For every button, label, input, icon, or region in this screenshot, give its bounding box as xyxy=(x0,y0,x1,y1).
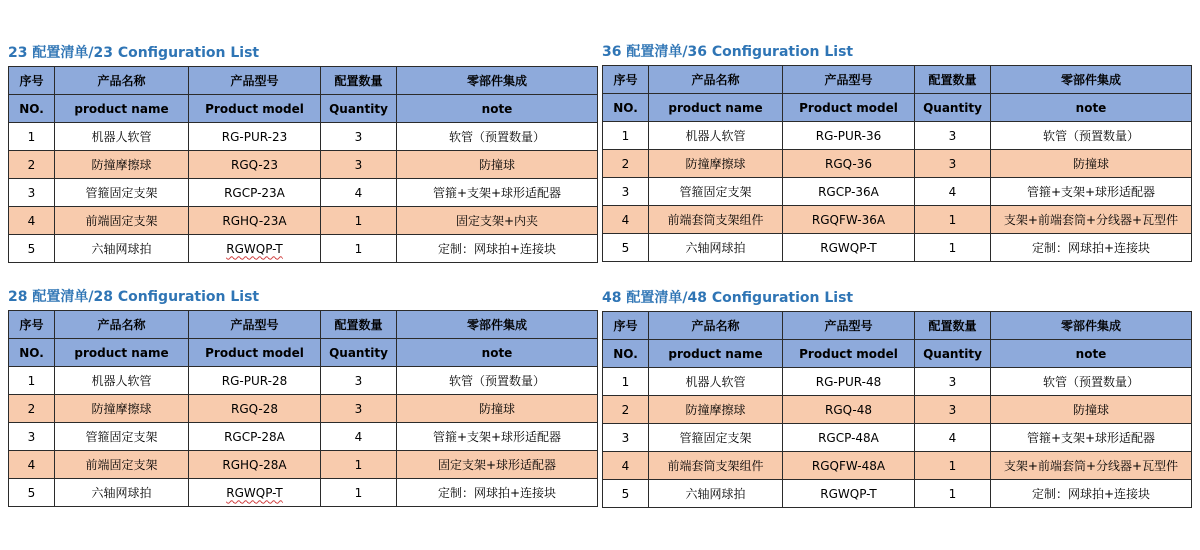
product-name-cell: 机器人软管 xyxy=(649,122,783,150)
quantity-cell: 4 xyxy=(915,178,991,206)
quantity-cell: Quantity xyxy=(915,340,991,368)
index-cell: 3 xyxy=(603,424,649,452)
config-list-36 xyxy=(602,41,1192,262)
table-row xyxy=(9,395,598,423)
product-model-cell: RGCP-23A xyxy=(189,179,321,207)
index-cell: NO. xyxy=(603,340,649,368)
note-cell: 软管（预置数量） xyxy=(991,122,1192,150)
note-cell: 防撞球 xyxy=(991,150,1192,178)
table-row xyxy=(9,179,598,207)
product-model-cell: RG-PUR-36 xyxy=(783,122,915,150)
product-name-cell: product name xyxy=(649,340,783,368)
header-row xyxy=(603,340,1192,368)
table-row xyxy=(603,424,1192,452)
quantity-cell: 1 xyxy=(321,235,397,263)
product-name-cell: 管箍固定支架 xyxy=(649,178,783,206)
note-cell: 防撞球 xyxy=(397,151,598,179)
product-name-cell: 产品名称 xyxy=(649,312,783,340)
note-cell: 管箍+支架+球形适配器 xyxy=(991,178,1192,206)
quantity-cell: 4 xyxy=(915,424,991,452)
product-model-cell xyxy=(189,479,321,507)
config-list-28 xyxy=(8,286,598,507)
note-cell: 支架+前端套筒+分线器+瓦型件 xyxy=(991,452,1192,480)
quantity-cell: 4 xyxy=(321,179,397,207)
product-model-cell: RGCP-48A xyxy=(783,424,915,452)
quantity-cell: 3 xyxy=(915,150,991,178)
index-cell: 2 xyxy=(603,396,649,424)
note-cell: 零部件集成 xyxy=(991,66,1192,94)
note-cell: 软管（预置数量） xyxy=(397,123,598,151)
config-table xyxy=(602,65,1192,262)
index-cell: 5 xyxy=(9,235,55,263)
product-model-cell: RGWQP-T xyxy=(783,480,915,508)
index-cell: 1 xyxy=(9,367,55,395)
table-row xyxy=(9,151,598,179)
index-cell: 4 xyxy=(9,207,55,235)
product-model-cell: RG-PUR-48 xyxy=(783,368,915,396)
table-row xyxy=(9,451,598,479)
quantity-cell: 1 xyxy=(915,452,991,480)
table-row xyxy=(603,234,1192,262)
product-name-cell: product name xyxy=(649,94,783,122)
product-model-cell: 产品型号 xyxy=(189,311,321,339)
product-model-cell xyxy=(189,235,321,263)
product-model-cell: 产品型号 xyxy=(783,312,915,340)
index-cell: NO. xyxy=(9,339,55,367)
product-name-cell: 机器人软管 xyxy=(55,367,189,395)
index-cell: 1 xyxy=(603,368,649,396)
index-cell: 1 xyxy=(9,123,55,151)
note-cell: 固定支架+球形适配器 xyxy=(397,451,598,479)
header-row xyxy=(9,95,598,123)
spellcheck-underlined-text: RGWQP-T xyxy=(226,485,283,500)
table-row xyxy=(603,178,1192,206)
product-name-cell: 机器人软管 xyxy=(649,368,783,396)
index-cell: 2 xyxy=(9,151,55,179)
table-row xyxy=(603,396,1192,424)
table-row xyxy=(9,235,598,263)
product-name-cell: 防撞摩擦球 xyxy=(649,150,783,178)
index-cell: 序号 xyxy=(603,312,649,340)
note-cell: 零部件集成 xyxy=(991,312,1192,340)
product-model-cell: RGCP-36A xyxy=(783,178,915,206)
quantity-cell: 3 xyxy=(321,123,397,151)
quantity-cell: 1 xyxy=(915,206,991,234)
quantity-cell: Quantity xyxy=(915,94,991,122)
product-model-cell: 产品型号 xyxy=(189,67,321,95)
quantity-cell: 1 xyxy=(915,480,991,508)
product-name-cell: product name xyxy=(55,339,189,367)
product-name-cell: 管箍固定支架 xyxy=(649,424,783,452)
product-model-cell: RGCP-28A xyxy=(189,423,321,451)
note-cell: note xyxy=(991,94,1192,122)
quantity-cell: 3 xyxy=(915,122,991,150)
table-row xyxy=(9,423,598,451)
quantity-cell: 配置数量 xyxy=(915,312,991,340)
quantity-cell: 配置数量 xyxy=(915,66,991,94)
quantity-cell: 4 xyxy=(321,423,397,451)
quantity-cell: 1 xyxy=(321,207,397,235)
index-cell: 序号 xyxy=(9,67,55,95)
quantity-cell: 3 xyxy=(321,367,397,395)
index-cell: 3 xyxy=(9,179,55,207)
panel-title: 23 配置清单/23 Configuration List xyxy=(8,45,260,61)
note-cell: 防撞球 xyxy=(397,395,598,423)
note-cell: 定制：网球拍+连接块 xyxy=(397,479,598,507)
header-row xyxy=(9,311,598,339)
config-table xyxy=(8,310,598,507)
panel-title: 28 配置清单/28 Configuration List xyxy=(8,289,260,305)
note-cell: 软管（预置数量） xyxy=(397,367,598,395)
product-model-cell: 产品型号 xyxy=(783,66,915,94)
note-cell: 定制：网球拍+连接块 xyxy=(397,235,598,263)
note-cell: 零部件集成 xyxy=(397,311,598,339)
header-row xyxy=(603,312,1192,340)
index-cell: 序号 xyxy=(9,311,55,339)
note-cell: note xyxy=(397,95,598,123)
table-row xyxy=(603,206,1192,234)
product-model-cell: RGQ-36 xyxy=(783,150,915,178)
table-row xyxy=(603,480,1192,508)
product-name-cell: 前端套筒支架组件 xyxy=(649,206,783,234)
config-list-48 xyxy=(602,287,1192,508)
product-name-cell: 六轴网球拍 xyxy=(649,234,783,262)
note-cell: 管箍+支架+球形适配器 xyxy=(991,424,1192,452)
index-cell: 4 xyxy=(603,452,649,480)
product-model-cell: RG-PUR-28 xyxy=(189,367,321,395)
index-cell: 5 xyxy=(603,234,649,262)
index-cell: 4 xyxy=(9,451,55,479)
product-model-cell: Product model xyxy=(783,340,915,368)
config-table xyxy=(602,311,1192,508)
note-cell: 软管（预置数量） xyxy=(991,368,1192,396)
index-cell: 2 xyxy=(9,395,55,423)
header-row xyxy=(9,67,598,95)
product-model-cell: RGHQ-28A xyxy=(189,451,321,479)
index-cell: 5 xyxy=(603,480,649,508)
note-cell: note xyxy=(397,339,598,367)
product-name-cell: 管箍固定支架 xyxy=(55,179,189,207)
note-cell: 管箍+支架+球形适配器 xyxy=(397,179,598,207)
product-model-cell: RGQ-28 xyxy=(189,395,321,423)
table-row xyxy=(9,479,598,507)
table-row xyxy=(603,452,1192,480)
note-cell: 管箍+支架+球形适配器 xyxy=(397,423,598,451)
table-row xyxy=(9,207,598,235)
product-name-cell: 防撞摩擦球 xyxy=(649,396,783,424)
index-cell: 序号 xyxy=(603,66,649,94)
product-name-cell: 六轴网球拍 xyxy=(55,479,189,507)
index-cell: 4 xyxy=(603,206,649,234)
quantity-cell: 1 xyxy=(321,451,397,479)
product-model-cell: RG-PUR-23 xyxy=(189,123,321,151)
quantity-cell: Quantity xyxy=(321,339,397,367)
quantity-cell: Quantity xyxy=(321,95,397,123)
product-name-cell: 产品名称 xyxy=(55,67,189,95)
product-model-cell: Product model xyxy=(189,95,321,123)
product-model-cell: RGQ-23 xyxy=(189,151,321,179)
product-model-cell: RGQ-48 xyxy=(783,396,915,424)
product-name-cell: 防撞摩擦球 xyxy=(55,151,189,179)
product-name-cell: 六轴网球拍 xyxy=(55,235,189,263)
header-row xyxy=(603,66,1192,94)
table-row xyxy=(9,123,598,151)
quantity-cell: 1 xyxy=(915,234,991,262)
quantity-cell: 3 xyxy=(915,368,991,396)
table-row xyxy=(603,150,1192,178)
product-name-cell: 机器人软管 xyxy=(55,123,189,151)
note-cell: 定制：网球拍+连接块 xyxy=(991,480,1192,508)
table-row xyxy=(9,367,598,395)
spellcheck-underlined-text: RGWQP-T xyxy=(226,241,283,256)
config-list-23 xyxy=(8,42,598,263)
note-cell: 零部件集成 xyxy=(397,67,598,95)
table-row xyxy=(603,122,1192,150)
product-model-cell: Product model xyxy=(783,94,915,122)
product-name-cell: 管箍固定支架 xyxy=(55,423,189,451)
index-cell: NO. xyxy=(9,95,55,123)
index-cell: 3 xyxy=(603,178,649,206)
product-name-cell: 前端固定支架 xyxy=(55,207,189,235)
note-cell: 定制：网球拍+连接块 xyxy=(991,234,1192,262)
product-name-cell: 产品名称 xyxy=(55,311,189,339)
index-cell: 3 xyxy=(9,423,55,451)
header-row xyxy=(9,339,598,367)
product-model-cell: RGHQ-23A xyxy=(189,207,321,235)
index-cell: 1 xyxy=(603,122,649,150)
note-cell: 支架+前端套筒+分线器+瓦型件 xyxy=(991,206,1192,234)
panel-title: 36 配置清单/36 Configuration List xyxy=(602,44,854,60)
panel-title: 48 配置清单/48 Configuration List xyxy=(602,290,854,306)
quantity-cell: 3 xyxy=(915,396,991,424)
table-row xyxy=(603,368,1192,396)
product-model-cell: Product model xyxy=(189,339,321,367)
index-cell: NO. xyxy=(603,94,649,122)
quantity-cell: 3 xyxy=(321,151,397,179)
config-table xyxy=(8,66,598,263)
note-cell: 防撞球 xyxy=(991,396,1192,424)
product-model-cell: RGWQP-T xyxy=(783,234,915,262)
product-name-cell: 防撞摩擦球 xyxy=(55,395,189,423)
note-cell: note xyxy=(991,340,1192,368)
product-name-cell: 六轴网球拍 xyxy=(649,480,783,508)
product-name-cell: 前端固定支架 xyxy=(55,451,189,479)
product-name-cell: 产品名称 xyxy=(649,66,783,94)
note-cell: 固定支架+内夹 xyxy=(397,207,598,235)
quantity-cell: 配置数量 xyxy=(321,67,397,95)
product-name-cell: 前端套筒支架组件 xyxy=(649,452,783,480)
index-cell: 5 xyxy=(9,479,55,507)
quantity-cell: 3 xyxy=(321,395,397,423)
product-model-cell: RGQFW-48A xyxy=(783,452,915,480)
product-name-cell: product name xyxy=(55,95,189,123)
quantity-cell: 1 xyxy=(321,479,397,507)
product-model-cell: RGQFW-36A xyxy=(783,206,915,234)
quantity-cell: 配置数量 xyxy=(321,311,397,339)
header-row xyxy=(603,94,1192,122)
index-cell: 2 xyxy=(603,150,649,178)
